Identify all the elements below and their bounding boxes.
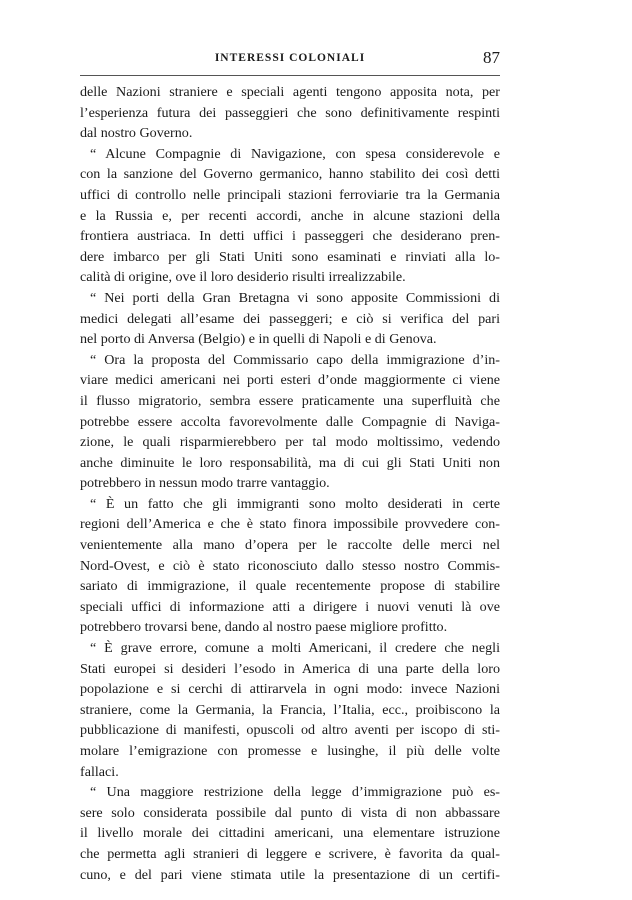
- paragraph-first-line: “ Alcune Compagnie di Navigazione, con spesa considerevole e: [90, 145, 500, 162]
- text-line: nel porto di Anversa (Belgio) e in quelli di Napoli e di Genova.: [80, 331, 437, 348]
- text-line: il flusso migratorio, sembra essere praticamente una superfluità che: [80, 392, 500, 409]
- body-text: [80, 82, 500, 885]
- text-line: viare medici americani nei porti esteri d’onde maggiormente ci viene: [80, 372, 500, 389]
- paragraph-first-line: “ Una maggiore restrizione della legge d’immigrazione può es-: [90, 784, 500, 801]
- text-line: dal nostro Governo.: [80, 125, 193, 142]
- text-line: delle Nazioni straniere e speciali agenti tengono apposita nota, per: [80, 84, 500, 100]
- text-line: Stati europei si desideri l’esodo in America di una parte della loro: [80, 660, 500, 677]
- paragraph-first-line: “ È grave errore, comune a molti Americani, il credere che negli: [90, 640, 500, 657]
- paragraph-first-line: “ Nei porti della Gran Bretagna vi sono apposite Commissioni di: [90, 289, 500, 306]
- text-line: con la sanzione del Governo germanico, hanno stabilito dei così detti: [80, 166, 500, 183]
- text-line: frontiera austriaca. In detti uffici i passeggeri che desiderano pren-: [80, 228, 500, 245]
- running-head: [80, 48, 500, 72]
- page-number: 87: [483, 48, 500, 67]
- text-line: dere imbarco per gli Stati Uniti sono esaminati e rinviati alla lo-: [80, 248, 500, 265]
- text-line: molare l’emigrazione con promesse e lusinghe, il più delle volte: [80, 743, 500, 759]
- text-line: calità di origine, ove il loro desiderio risulti irrealizzabile.: [80, 269, 406, 286]
- running-title: INTERESSI COLONIALI: [214, 52, 366, 64]
- text-line: medici delegati all’esame dei passeggeri; e ciò si verifica del pari: [80, 310, 500, 327]
- text-line: uffici di controllo nelle principali stazioni ferroviarie tra la Germania: [80, 186, 500, 203]
- text-line: l’esperienza futura dei passeggieri che sono definitivamente respinti: [80, 104, 500, 121]
- text-line: regioni dell’America e che è stato finora impossibile provvedere con-: [80, 516, 500, 533]
- text-line: e la Russia e, per recenti accordi, anche in alcune stazioni della: [80, 207, 500, 224]
- text-line: sariato di immigrazione, il quale recentemente propose di stabilire: [80, 578, 500, 595]
- text-line: venientemente alla mano d’opera per le raccolte delle merci nel: [80, 537, 500, 554]
- text-line: sere solo considerata possibile dal punto di vista di non abbassare: [80, 804, 500, 821]
- text-line: potrebbero trovarsi bene, dando al nostro paese migliore profitto.: [80, 619, 448, 636]
- text-line: speciali uffici di informazione atti a dirigere i nuovi venuti là ove: [80, 598, 500, 615]
- text-line: Nord-Ovest, e ciò è stato riconosciuto dallo stesso nostro Commis-: [80, 557, 500, 574]
- text-line: anche diminuite le loro responsabilità, ma di cui gli Stati Uniti non: [80, 454, 500, 471]
- text-line: fallaci.: [80, 763, 119, 780]
- text-line: popolazione e si cerchi di attirarvela in ogni modo: invece Nazioni: [80, 681, 500, 698]
- header-rule: [80, 75, 500, 76]
- text-line: straniere, come la Germania, la Francia, l’Italia, ecc., proibiscono la: [80, 701, 500, 718]
- text-line: cuno, e del pari viene stimata utile la presentazione di un certifi-: [80, 866, 500, 883]
- text-line: zione, le quali risparmierebbero per tal modo moltissimo, vedendo: [80, 434, 500, 451]
- text-line: potrebbe essere accolta favorevolmente dalle Compagnie di Naviga-: [80, 413, 500, 430]
- text-line: che permetta agli stranieri di leggere e scrivere, è favorita da qual-: [80, 845, 500, 862]
- text-line: pubblicazione di manifesti, opuscoli od altro aventi per iscopo di sti-: [80, 722, 500, 739]
- paragraph-first-line: “ È un fatto che gli immigranti sono molto desiderati in certe: [90, 495, 500, 512]
- text-line: il livello morale dei cittadini americani, una elementare istruzione: [80, 825, 500, 842]
- paragraph-first-line: “ Ora la proposta del Commissario capo della immigrazione d’in-: [90, 351, 500, 368]
- text-line: potrebbero in nessun modo trarre vantaggio.: [80, 475, 330, 492]
